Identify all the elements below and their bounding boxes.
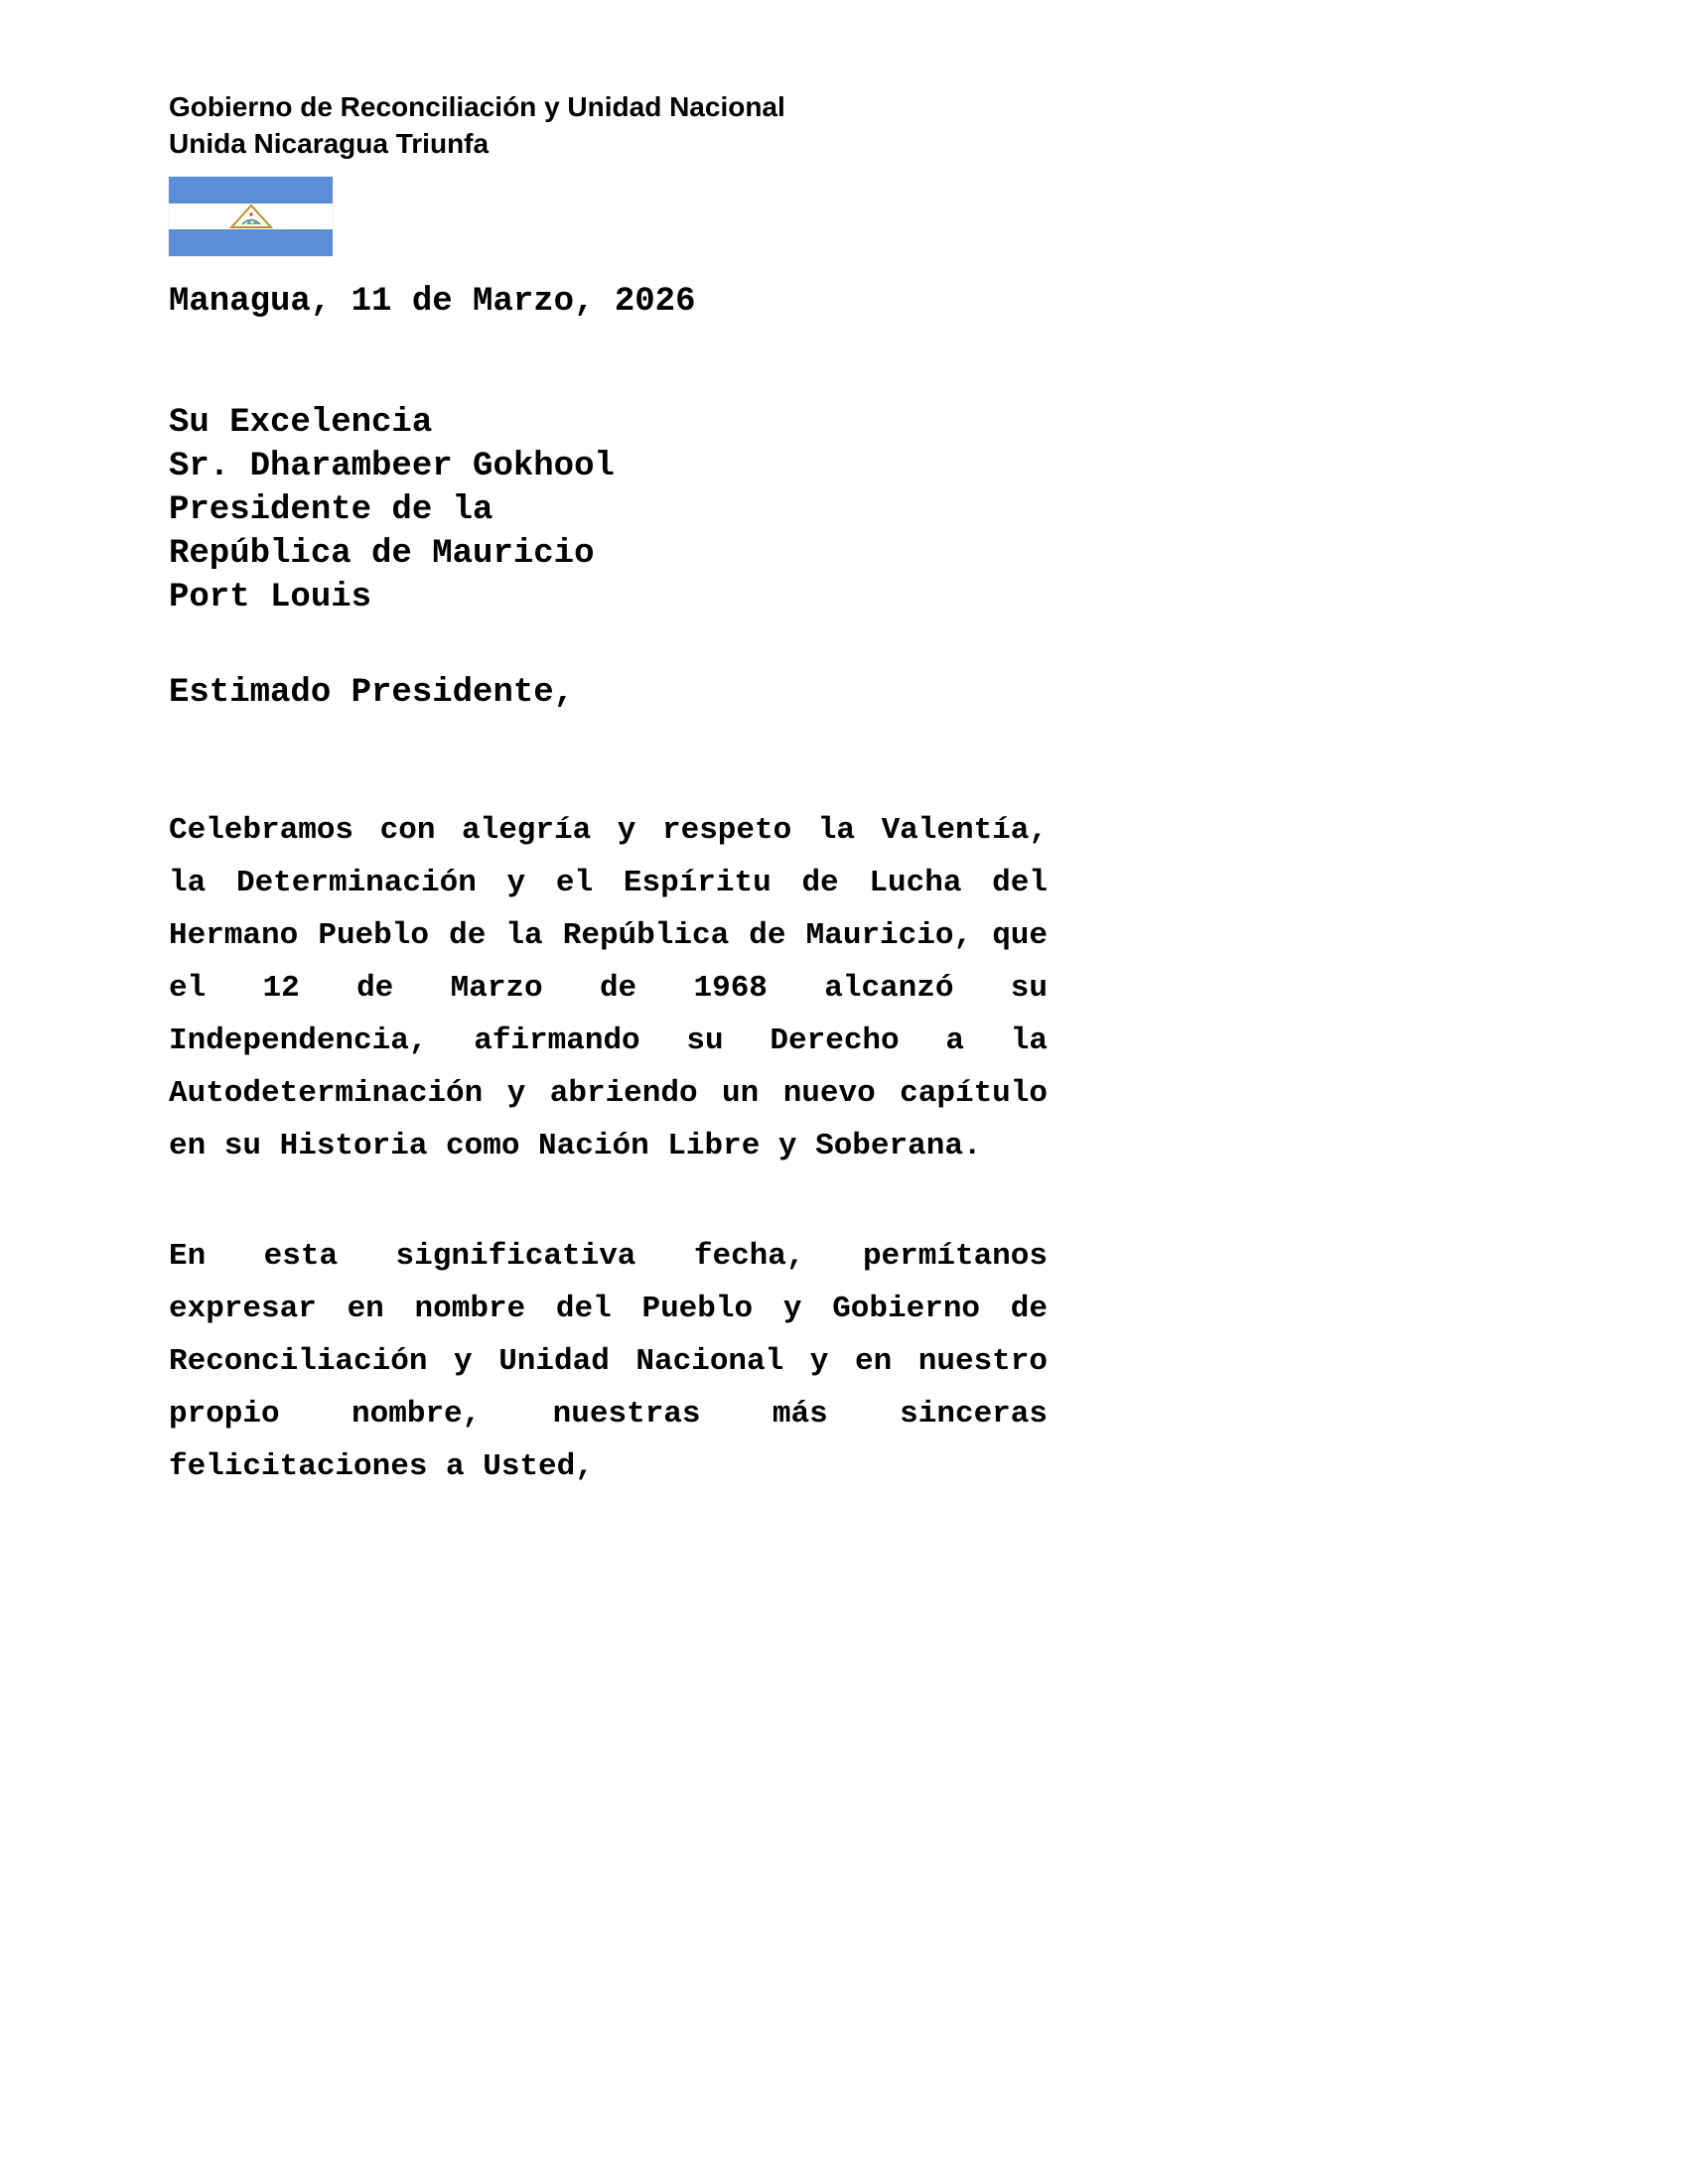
letterhead [169,89,1048,163]
date-line: Managua, 11 de Marzo, 2026 [169,282,696,321]
letterhead-line1: Gobierno de Reconciliación y Unidad Nacional [169,91,785,122]
flag-stripe-middle [169,204,333,230]
recipient-line-title: Presidente de la [169,490,493,529]
recipient-line-city: Port Louis [169,578,372,616]
recipient-line-honorific: Su Excelencia [169,403,433,442]
letterhead-line2: Unida Nicaragua Triunfa [169,127,490,159]
body-paragraph-2: En esta significativa fecha, permítanos expresar en nombre del Pueblo y Gobierno de Reconciliación y Unidad Nacional y en nuestro propio nombre, nuestras más sinceras felicitaciones a Usted, [169,1238,1048,1484]
salutation: Estimado Presidente, [169,673,575,712]
nicaragua-flag-image [169,177,333,256]
recipient-line-country: República de Mauricio [169,534,595,573]
recipient-line-name: Sr. Dharambeer Gokhool [169,447,615,485]
flag-stripe-bottom [169,229,333,256]
letter-content [169,89,1048,1493]
nicaragua-coat-of-arms-icon [229,204,273,229]
flag-stripe-top [169,177,333,204]
recipient-block [169,401,1048,619]
body-paragraph-1: Celebramos con alegría y respeto la Valentía, la Determinación y el Espíritu de Lucha del Hermano Pueblo de la República de Mauricio, que el 12 de Marzo de 1968 alcanzó su Independencia, afirmando su Derecho a la Autodeterminación y abriendo un nuevo capítulo en su Historia como Nación Libre y Soberana. [169,812,1048,1163]
